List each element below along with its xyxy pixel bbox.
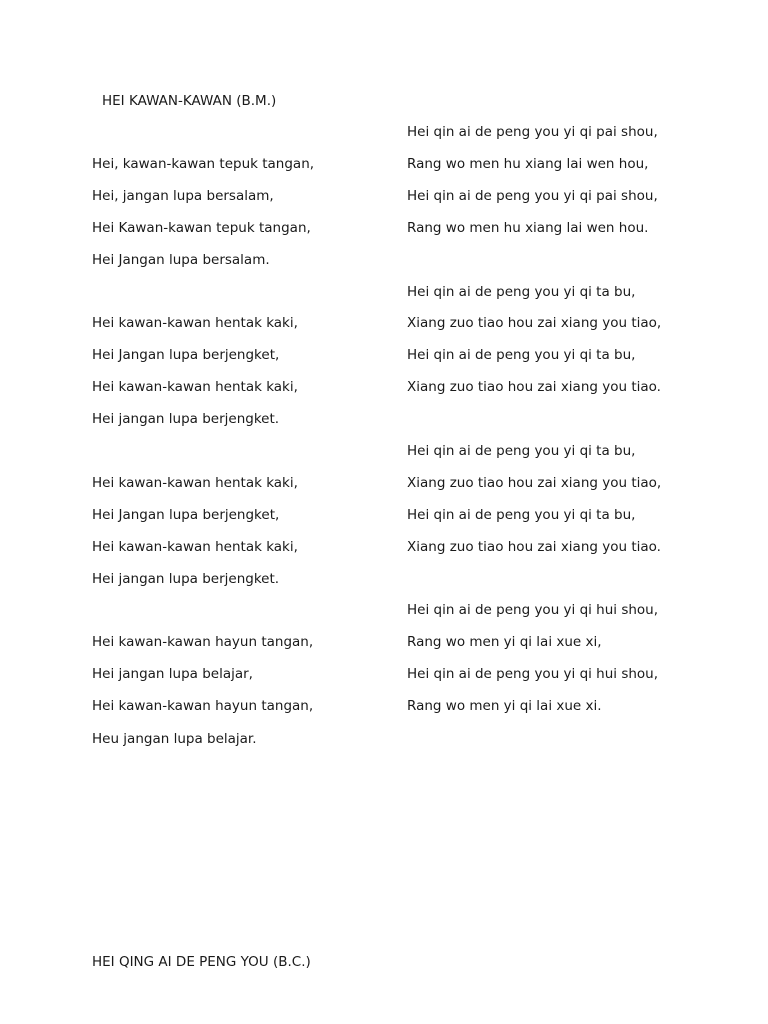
lyric-line-bm: Hei Jangan lupa berjengket,: [92, 507, 280, 523]
song-title-bc: HEI QING AI DE PENG YOU (B.C.): [92, 954, 311, 970]
lyric-line-bm: Hei jangan lupa belajar,: [92, 666, 253, 682]
lyric-line-bm: Hei jangan lupa berjengket.: [92, 411, 280, 427]
lyric-line-bc: Xiang zuo tiao hou zai xiang you tiao,: [407, 475, 662, 491]
lyric-line-bm: Hei Jangan lupa berjengket,: [92, 347, 280, 363]
lyric-line-bc: Hei qin ai de peng you yi qi hui shou,: [407, 602, 659, 618]
lyric-line-bc: Hei qin ai de peng you yi qi pai shou,: [407, 124, 658, 140]
lyric-line-bm: Hei kawan-kawan hentak kaki,: [92, 475, 298, 491]
lyric-line-bc: Xiang zuo tiao hou zai xiang you tiao.: [407, 539, 661, 555]
lyric-line-bm: Hei Kawan-kawan tepuk tangan,: [92, 220, 311, 236]
lyric-line-bm: Hei kawan-kawan hentak kaki,: [92, 315, 298, 331]
lyric-line-bm: Hei kawan-kawan hayun tangan,: [92, 698, 314, 714]
lyric-line-bm: Hei Jangan lupa bersalam.: [92, 252, 270, 268]
lyric-line-bm: Hei kawan-kawan hayun tangan,: [92, 634, 314, 650]
lyric-line-bc: Hei qin ai de peng you yi qi pai shou,: [407, 188, 658, 204]
lyric-line-bm: Hei, jangan lupa bersalam,: [92, 188, 274, 204]
lyric-line-bm: Hei jangan lupa berjengket.: [92, 571, 280, 587]
lyric-line-bc: Rang wo men hu xiang lai wen hou.: [407, 220, 649, 236]
song-title-bm: HEI KAWAN-KAWAN (B.M.): [102, 93, 277, 109]
lyric-line-bc: Xiang zuo tiao hou zai xiang you tiao.: [407, 379, 661, 395]
lyric-line-bc: Rang wo men yi qi lai xue xi.: [407, 698, 602, 714]
lyric-line-bm: Heu jangan lupa belajar.: [92, 731, 257, 747]
lyric-line-bc: Hei qin ai de peng you yi qi ta bu,: [407, 284, 636, 300]
lyric-line-bc: Xiang zuo tiao hou zai xiang you tiao,: [407, 315, 662, 331]
lyric-line-bm: Hei kawan-kawan hentak kaki,: [92, 539, 298, 555]
lyric-line-bc: Hei qin ai de peng you yi qi ta bu,: [407, 507, 636, 523]
lyric-line-bm: Hei kawan-kawan hentak kaki,: [92, 379, 298, 395]
lyric-line-bc: Hei qin ai de peng you yi qi ta bu,: [407, 347, 636, 363]
lyric-line-bc: Rang wo men hu xiang lai wen hou,: [407, 156, 649, 172]
lyric-line-bc: Hei qin ai de peng you yi qi ta bu,: [407, 443, 636, 459]
lyric-line-bc: Rang wo men yi qi lai xue xi,: [407, 634, 602, 650]
lyric-line-bc: Hei qin ai de peng you yi qi hui shou,: [407, 666, 659, 682]
lyric-line-bm: Hei, kawan-kawan tepuk tangan,: [92, 156, 315, 172]
